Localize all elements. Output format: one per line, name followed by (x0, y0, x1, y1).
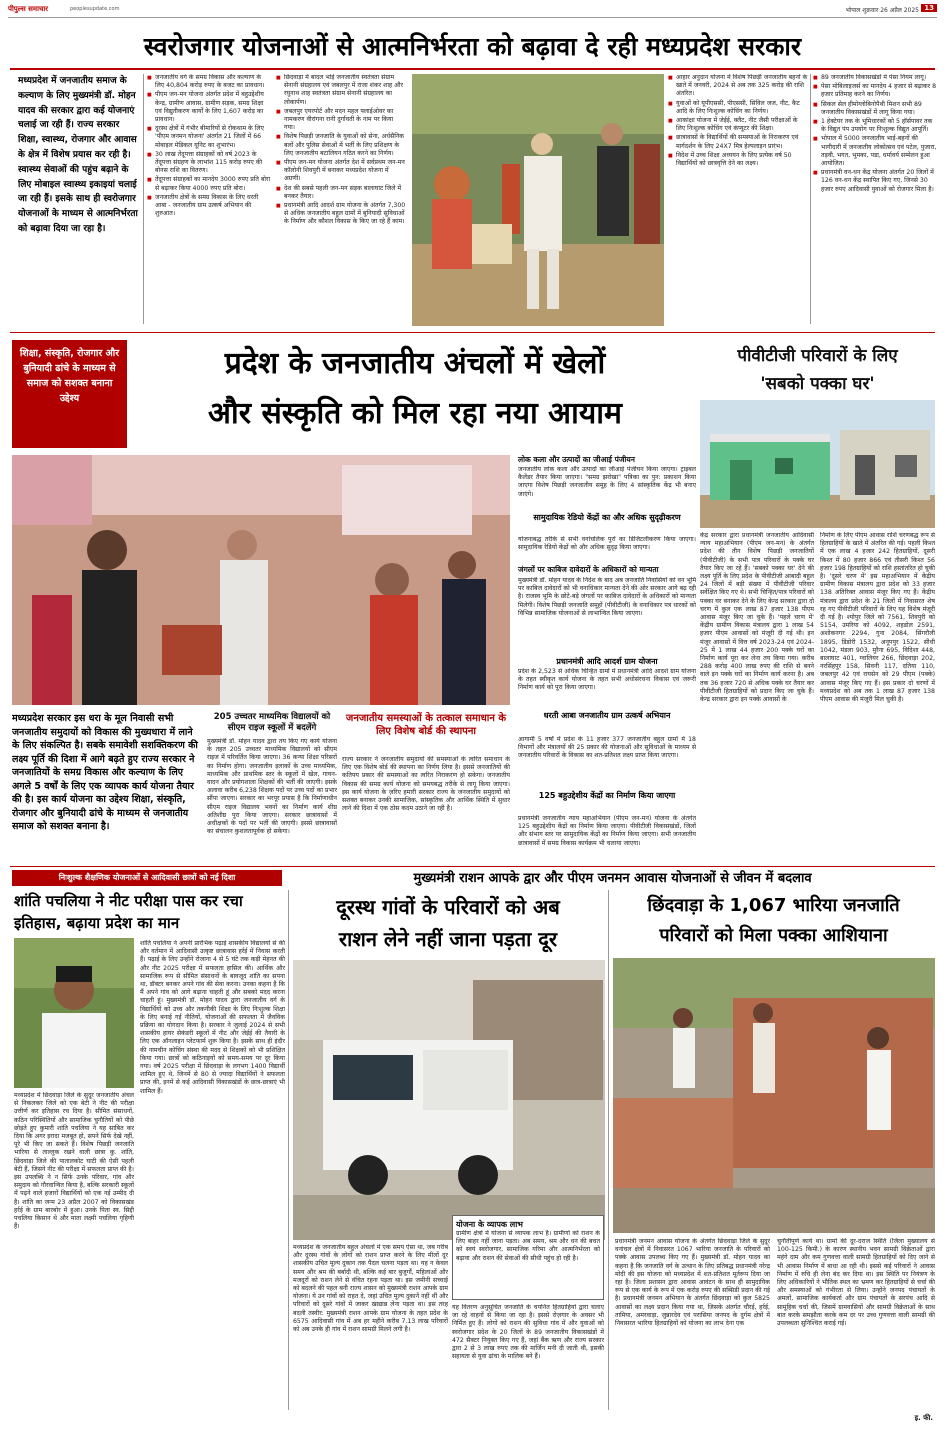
middle-headline-1: प्रदेश के जनजातीय अंचलों में खेलों (224, 346, 606, 381)
top-col3 (276, 74, 406, 324)
pvtg-col1: केंद्र सरकार द्वारा प्रधानमंत्री जनजातीय आदिवासी न्याय महाअभियान (पीएम जन-मन) के अंतर्गत प्रदेश की तीन विशेष पिछड़ी जनजातियों (पीवीटीजी) के सभी पात्र परिवारों के पक्के घर तैयार किए जा रहे हैं। 'सबको पक्का घर' देने की लक्ष्य पूर्ति के लिए प्रदेश के पीवीटीजी आबादी बहुल 24 जिलों में बड़ी संख्या में पीवीटीजी परिवार सर्वेक्षित किए गए थे। सभी चिन्हित/पात्र परिवारों को पक्का घर बनाकर देने के लिए केन्द्र सरकार द्वारा दो चरण में कुल एक लाख 87 हजार 138 पीएम आवास मंजूर किए जा चुके हैं। 'पहले चरण में' केंद्रीय ग्रामीण विकास मंत्रालय द्वारा 1 लाख 54 हजार पीएम आवासों को मंजूरी दी गई थी। इन मंजूर आवासों में वित्त वर्ष 2023-24 एवं 2024-25 में 1 लाख 44 हजार 200 पक्के घरों का निर्माण कार्य पूरा कर लेना तय किया गया। करीब 288 करोड़ 400 लाख रुपए की राशि से बनने वाले इन पक्के घरों का निर्माण कार्य करना है। अब तक 36 हजार 720 से अधिक पक्के घर तैयार कर पीवीटीजी हितग्राहियों को प्रदान किए जा चुके हैं। केन्द्र सरकार द्वारा इन पक्के आवासों के (700, 532, 814, 704)
photo-bharia-houses (613, 958, 935, 1233)
footer-note: इ. फी. (914, 1414, 933, 1422)
masthead (8, 4, 937, 18)
bullet-item: ■ तेंदूपत्ता संग्राहकों का मानदेय 3000 रुपए प्रति बोरा से बढ़ाकर किया 4000 रुपए प्रति बोरा। (147, 176, 271, 192)
bullet-item: ■ जबलपुर एयरपोर्ट और मदन महल फ्लाईओवर का नामकरण वीरांगना रानी दुर्गावती के नाम पर किया गया। (276, 108, 406, 133)
bullet-item: ■ सिकल सेल हीमोग्लोबिनोपैथी मिशन सभी 89 जनजातीय विकासखंडों में लागू किया गया। (813, 101, 937, 117)
ration-body-right: यह वितरण अनुसूचित जनजाति के चयनित हितग्राहियों द्वारा चलाए जा रहे वाहनों से किया जा रहा है। इससे रोज़गार के अवसर भी निर्मित हुए हैं। लोगों को राशन की सुविधा गांव में और युवाओं को स्वरोजगार प्रदेश के 20 जिलों के 89 जनजातीय विकासखंडों में 472 सैक्टर नियुक्त किए गए हैं, जहां बैंक ऋण और राज्य सरकार द्वारा 2 से 3 लाख रुपए तक की मार्जिन मनी दी जाती थी, इसकी सहायता से युवा ढांचा के मालिक बने हैं। (452, 1304, 604, 1361)
bullet-item: ■ युवाओं को यूपीएससी, पीएससी, सिविल जज, नीट, कैट आदि के लिए निःशुल्क कोचिंग का निर्णय। (668, 100, 808, 116)
pvtg-col2: निर्माण के लिए पीएम आवास राशि चरणबद्ध रूप से हितग्राहियों के खाते में अंतरित की गई। पहली किश्त में एक लाख 4 हजार 242 हितग्राहियों, दूसरी किश्त में 80 हजार 866 एवं तीसरी किश्त 56 हजार 198 हितग्राहियों को राशि हस्तांतरित हो चुकी है। 'दूसरे चरण में' इस महाअभियान में केंद्रीय ग्रामीण विकास मंत्रालय द्वारा प्रदेश को 33 हजार 138 अतिरिक्त आवास मंजूर किए गए हैं। केंद्रीय मंत्रालय द्वारा प्रदेश के 21 जिलों में निवासरत शेष रह गए पीवीटीजी परिवारों के लिए यह विशेष मंजूरी दी गई है। श्योपुर जिले को 7561, शिवपुरी को 5154, उमरिया को 4092, शहडोल 2591, अशोकनगर 2294, गुना 2084, सिंगरौली 1895, डिंडोरी 1532, अनूपपुर 1522, सीधी 1042, मंडला 903, मुरैना 695, विदिशा 448, बालाघाट 401, ग्वालियर 266, छिंदवाड़ा 202, नरसिंहपुर 158, सिवनी 117, दतिया 110, जबलपुर 42 एवं रायसेन को 29 पीएम (पक्के) आवास मंजूर किए गए हैं। इस प्रकार दो चरणों में मध्यप्रदेश को अब तक 1 लाख 87 हजार 138 पीएम आवास की मंजूरी मिल चुकी है। (820, 532, 935, 704)
top-col2 (147, 74, 271, 324)
bullet-item: ■ 89 जनजातीय विकासखंडों में पेसा नियम लागू। (813, 74, 937, 82)
bullet-item: ■ आकांक्षा योजना में जेईई, क्लैट, नीट जैसी परीक्षाओं के लिए निःशुल्क कोचिंग एवं कंप्यूटर की शिक्षा। (668, 117, 808, 133)
board-body: राज्य सरकार ने जनजातीय समुदायों की समस्याओं के त्वरित समाधान के लिए एक विशेष बोर्ड की स्थापना का निर्णय लिया है। इससे जनजातियों की कतिपय प्रकार की समस्याओं का त्वरित निराकरण हो सकेगा। जनजातीय विकास की समग्र कार्य योजना को समयबद्ध तरीके से लागू किया जाएगा। इस कार्य योजना के ज़रिए हमारी सरकार राज्य के जनजातीय समुदायों को सशक्त बनाकर उनकी सामाजिक, सांस्कृतिक और आर्थिक स्थिति में सुधार लाने की दिशा में एक ठोस कदम उठाने जा रही है। (342, 756, 510, 813)
radio-heading: सामुदायिक रेडियो केंद्रों का और अधिक सुदृढ़ीकरण (533, 513, 681, 522)
forest-heading: जंगलों पर काबिज दावेदारों के अधिकारों को मान्यता (518, 565, 659, 574)
bullet-item: ■ विदेश में उच्च शिक्षा अध्ययन के लिए प्रत्येक वर्ष 50 विद्यार्थियों को छात्रवृत्ति देने का लक्ष्य। (668, 152, 808, 168)
top-col4 (668, 74, 808, 326)
bullet-item: ■ जनजातीय क्षेत्रों के समग्र विकास के लिए धरती आबा - जनजातीय ग्राम उत्कर्ष अभियान की शुरुआत। (147, 194, 271, 219)
photo-ration-vehicle (293, 960, 605, 1240)
top-col5 (813, 74, 937, 326)
ration-caption-heading: योजना के व्यापक लाभ (456, 1220, 523, 1229)
page-number: 13 (921, 4, 937, 12)
middle-lead: मध्यप्रदेश सरकार इस धरा के मूल निवासी सभी जनजातीय समुदायों को विकास की मुख्यधारा में लाने के लिए संकल्पित है। सबके समावेशी सशक्तिकरण की लक्ष्य पूर्ति की दिशा में आगे बढ़ते हुए राज्य सरकार ने जनजातियों के समग्र विकास और कल्याण के लिए अगले 5 वर्षों के लिए एक व्यापक कार्य योजना तैयार की है। इस कार्य योजना का उद्देश्य शिक्षा, संस्कृति, रोजगार और बुनियादी ढांचे के माध्यम से जनजातीय समाज को सशक्त बनाना है। (12, 713, 198, 832)
bullet-item: ■ प्रधानमंत्री आदि आदर्श ग्राम योजना के अंतर्गत 7,300 से अधिक जनजातीय बहुल ग्रामों में बुनियादी सुविधाओं के निर्माण और कौशल विकास के किए जा रहे हैं काम। (276, 202, 406, 227)
bullet-item: ■ प्रधानमंत्री वन-धन केंद्र योजना अंतर्गत 20 जिलों में 126 वन-धन केंद्र स्थापित किए गए, जिनसे 30 हजार रुपए आदिवासी युवाओं को रोजगार मिला है। (813, 169, 937, 194)
bullet-item: ■ देश की सबसे पहली जन-मन सड़क बालाघाट जिले में बनकर तैयार। (276, 185, 406, 201)
bullet-item: ■ आहार अनुदान योजना में विशेष पिछड़ी जनजातीय बहनों के खाते में जनवरी, 2024 से अब तक 325 करोड़ की राशि अंतरित। (668, 74, 808, 99)
gi-heading: लोक कला और उत्पादों का जीआई पंजीयन (518, 455, 635, 464)
bullet-item: ■ 30 लाख तेंदूपत्ता संग्राहकों को वर्ष 2023 के तेंदूपत्ता संग्रहण के लाभांश 115 करोड़ रुपए की बोनस राशि का वितरण। (147, 151, 271, 176)
photo-cm-cultural-event (12, 455, 510, 705)
chhindwara-body-right: चुनौतीपूर्ण कार्य था। ग्रामों की दूर-दराज स्थिति (जिला मुख्यालय से 100-125 किमी.) के कारण स्थानीय भवन सामग्री विक्रेताओं द्वारा महंगे दाम और कम गुणवत्ता वाली सामग्री हितग्राहियों को दिए जाने से भी आवास निर्माण में बाधा आ रही थी। इससे कई परिवारों ने आवास निर्माण में रुचि ही लेना बंद कर दिया था। इस स्थिति पर नियंत्रण के लिए अधिकारियों ने भौतिक स्थल का भ्रमण कर हितग्राहियों से चर्चा की और समस्याओं को गंभीरता से लिया। उन्होंने जनपद पंचायतों के अमलों, सामाजिक कार्यकर्ता और ग्राम पंचायतों के सरपंच आदि से सामूहिक चर्चा की, जिसमें ग्रामवासियों और सामग्री विक्रेताओं के साथ बात करके समझौता करके कम दर पर उच्च गुणवत्ता वाली सामग्री की उपलब्धता सुनिश्चित कराई गई। (777, 1238, 935, 1328)
chhindwara-body-left: प्रधानमंत्री जनमन आवास योजना के अंतर्गत छिंदवाड़ा जिले के सुदूर वनांचल क्षेत्रों में निवासरत 1067 भारिया जनजाति के परिवारों को पक्के आवास उपलब्ध किए गए हैं। मुख्यमंत्री डॉ. मोहन यादव का कहना है कि जनजाति वर्ग के उत्थान के लिए प्रतिबद्ध प्रधानमंत्री नरेन्द्र मोदी की इस योजना को मध्यप्रदेश में शत-प्रतिशत मूर्तरूप दिया जा रहा है। जिला प्रशासन द्वारा आवास आवंटन के साथ ही सामुदायिक रूप से एक कार्य के रूप में एक करोड़ रुपए की सब्सिडी प्रदान की गई है। प्रधानमंत्री जनमन अभियान के अंतर्गत छिंदवाड़ा को कुल 5825 आवासों का लक्ष्य प्रदान किया गया था, जिसके अंतर्गत चौरई, हर्रई, तामिया, अमरवाड़ा, जुन्नारदेव एवं परासिया जनपद के दुर्गम क्षेत्रों में निवासरत भारिया हितग्राहियों को योजना का लाभ देना एक (615, 1238, 770, 1328)
centers-heading: 125 बहुउद्देशीय केंद्रों का निर्माण किया जाएगा (538, 791, 676, 800)
ration-caption-box (452, 1215, 604, 1300)
bullet-item: ■ जनजातीय वर्ग के समग्र विकास और कल्याण के लिए 40,804 करोड़ रुपए के बजट का प्रावधान। (147, 74, 271, 90)
ration-headline-1: दूरस्थ गांवों के परिवारों को अब (336, 895, 560, 919)
pvtg-headline-1: पीवीटीजी परिवारों के लिए (737, 346, 898, 366)
red-callout-box (12, 340, 127, 448)
edu-banner (12, 870, 282, 886)
shanti-left-body: मध्यप्रदेश में छिंदवाड़ा जिले के सुदूर जनजातीय अंचल से निकलकर जिले को एक बेटी ने नीट की परीक्षा उत्तीर्ण कर इतिहास रच दिया है। सीमित संसाधनों, कठिन परिस्थितियों और सामाजिक चुनौतियों को पीछे छोड़ते हुए कुमारी शांति पचलिया ने यह साबित कर दिया कि अगर इरादा मजबूत हो, सपने सिर्फ देखे नहीं, पूरे भी किए जा सकते हैं। विशेष पिछड़ी जनजाति भारिया से ताल्लुक रखने वाली छात्रा कु. शांति, छिंदवाड़ा जिले की पातालकोट घाटी की ऐसी पहली बेटी हैं, जिसने नीट की परीक्षा में सफलता प्राप्त की है। इस उपलब्धि ने न सिर्फ उनके परिवार, गांव और समुदाय को गौरवान्वित किया है, बल्कि सरकारी स्कूलों में पढ़ने वाले हजारों विद्यार्थियों को एक नई उम्मीद दी है। शांति का जन्म 23 अप्रैल 2007 को विकासखंड हर्रई के ग्राम बारबोर में हुआ। उनके पिता स्व. सिद्दी पचलिया किसान थे और माता लक्ष्मी पचलिया गृहिणी हैं। (14, 1092, 134, 1231)
dharti-heading: धरती आबा जनजातीय ग्राम उत्कर्ष अभियान (543, 711, 671, 720)
chhindwara-headline-1: छिंदवाड़ा के 1,067 भारिया जनजाति (647, 895, 900, 916)
top-headline: स्वरोजगार योजनाओं से आत्मनिर्भरता को बढ़ावा दे रही मध्यप्रदेश सरकार (143, 32, 802, 61)
radio-body: योजनाबद्ध तरीके से सभी वनांचलिक पुरों का डिजिटलीकरण किया जाएगा। सामुदायिक रेडियो केंद्रों को और अधिक सुदृढ़ किया जाएगा। (518, 536, 696, 552)
edu-banner-text: निःशुल्क शैक्षणिक योजनाओं से आदिवासी छात्रों को नई दिशा (58, 873, 236, 882)
bullet-item: ■ दूरस्थ क्षेत्रों में गंभीर बीमारियों से रोकथाम के लिए 'पीएम जनमन योजना' अंतर्गत 21 जिलों में 66 मोबाइल मेडिकल यूनिट का शुभारंभ। (147, 125, 271, 150)
dharti-body: आगामी 5 वर्षों में प्रदेश के 11 हजार 377 जनजातीय बहुल ग्रामों में 18 विभागों और मंत्रालयों की 25 प्रकार की योजनाओं और सुविधाओं के माध्यम से जनजातीय परिवारों के विकास का शत-प्रतिशत लक्ष्य प्राप्त किया जाएगा। (518, 736, 696, 760)
bullet-item: ■ पीएम जन-मन योजना अंतर्गत प्रदेश में बहुउद्देशीय केन्द्र, ग्रामीण आवास, ग्रामीण सड़क, समग्र शिक्षा एवं विद्युतीकरण कार्यों के लिए 1,607 करोड़ का प्रावधान। (147, 91, 271, 124)
bullet-item: ■ भोपाल में 5000 जनजातीय भाई-बहनों की भागीदारी में जनजातीय लोकोत्सव एवं पटेल, पुजारा, तड़वी, भगत, भुमका, पडा, धर्मावर्य सम्मेलन हुआ आयोजित। (813, 135, 937, 168)
ration-headline-2: राशन लेने नहीं जाना पड़ता दूर (338, 927, 558, 951)
ration-banner (290, 870, 935, 888)
paper-website: peoplesupdate.com (70, 6, 120, 12)
bullet-item: ■ छिंदवाड़ा में बादल भोई जनजातीय स्वतंत्रता संग्राम सेनानी संग्रहालय एवं जबलपुर में राजा शंकर शाह और रघुनाथ शाह स्वतंत्रता संग्राम सेनानी संग्रहालय का लोकार्पण। (276, 74, 406, 107)
bullet-item: ■ छात्रावासों के विद्यार्थियों की समस्याओं के निराकरण एवं मार्गदर्शन के लिए 24X7 मित्र हेल्पलाइन प्रारंभ। (668, 134, 808, 150)
top-intro: मध्यप्रदेश में जनजातीय समाज के कल्याण के लिए मुख्यमंत्री डॉ. मोहन यादव की सरकार द्वारा कई योजनाएं चलाई जा रही हैं। राज्य सरकार शिक्षा, स्वास्थ्य, रोजगार और आवास के क्षेत्र में विशेष प्रयास कर रही है। स्वास्थ्य सेवाओं की पहुंच बढ़ाने के लिए मोबाइल स्वास्थ्य इकाइयां चलाई जा रही हैं। इसके साथ ही स्वरोजगार योजनाओं के माध्यम से आत्मनिर्भरता को बढ़ावा दिया जा रहा है। (18, 76, 138, 234)
photo-pm-tribal-dance (412, 74, 664, 326)
bullet-item: ■ विशेष पिछड़ी जनजाति के युवाओं को सेना, अर्धसैनिक बलों और पुलिस सेवाओं में भर्ती के लिए प्रशिक्षण के लिए जनजातीय बटालियन गठित करने का निर्णय। (276, 133, 406, 158)
shanti-headline: शांति पचलिया ने नीट परीक्षा पास कर रचा इतिहास, बढ़ाया प्रदेश का मान (14, 892, 243, 932)
centers-body: प्रधानमंत्री जनजातीय न्याय महाअभियान (पीएम जन-मन) योजना के अंतर्गत 125 बहुउद्देशीय केंद्रों का निर्माण किया जाएगा। पीवीटीजी विकासखंडों, जिलों और संभाग स्तर पर सामुदायिक केंद्रों का निर्माण किया जाएगा। सभी जनजातीय छात्रावासों में समग्र विकास कार्यक्रम भी चलाया जाएगा। (518, 815, 696, 847)
ration-banner-text: मुख्यमंत्री राशन आपके द्वार और पीएम जनमन आवास योजनाओं से जीवन में बदलाव (413, 871, 812, 886)
bullet-item: ■ 1 हेक्टेयर तक के भूमिधारकों को 5 हॉर्सपावर तक के विद्युत पंप उपयोग पर निःशुल्क विद्युत आपूर्ति। (813, 118, 937, 134)
schools-body: मुख्यमंत्री डॉ. मोहन यादव द्वारा तय किए गए कार्य योजना के तहत 205 उच्चतर माध्यमिक विद्यालयों को सीएम राइज में परिवर्तित किया जाएगा। 36 कन्या शिक्षा परिसरों का निर्माण होगा। जनजातीय इलाकों के उच्च माध्यमिक, माध्यमिक और प्राथमिक स्तर के स्कूलों में खेल, गायन-वादन और प्रयोगशाला शिक्षकों की भर्ती की जाएगी। इसके अलावा करीब 6,238 शिक्षक पदों पर उच्च पदों का प्रभार सौंपा जाएगा। सरकार का भरपूर प्रयास है कि निर्माणाधीन सीएम राइज विद्यालय भवनों का निर्माण कार्य शीघ्र अतिशीघ्र पूरा किया जाएगा। सरकार छात्रावासों में अधीक्षकों के पदों पर भर्ती की जाएगी। इससे छात्रावासों का संचालन कुशलतापूर्वक हो सकेगा। (207, 738, 337, 836)
pvtg-headline-2: 'सबको पक्का घर' (760, 374, 875, 394)
schools-heading: 205 उच्चतर माध्यमिक विद्यालयों को सीएम राइज स्कूलों में बदलेंगे (213, 712, 331, 733)
pm-adarsh-body: प्रदेश के 2,523 से अधिक चिन्हित ग्रामों में प्रधानमंत्री आदि आदर्श ग्राम योजना के तहत स्वीकृत कार्य योजना के तहत सभी अधोसंरचना विकास एवं जरूरी निर्माण कार्य को पूरा किया जाएगा। (518, 668, 696, 692)
bullet-item: ■ पेसा मोबिलाइजर्स का मानदेय 4 हजार से बढ़ाकर 8 हजार प्रतिमाह करने का निर्णय। (813, 83, 937, 99)
shanti-right-body: शांति पचलिया ने अपनी प्रारंभिक पढ़ाई शासकीय विद्यालयों से की और वर्तमान में आदिवासी उत्कृष्ट छात्रावास हर्रई में निवास करती हैं। पढ़ाई के लिए उन्होंने रोजाना 4 से 5 घंटे तक कड़ी मेहनत की और नीट 2025 परीक्षा में सफलता हासिल की। आर्थिक और सामाजिक रूप से सीमित संसाधनों के बावजूद शांति का सपना था, डॉक्टर बनकर अपने गांव की सेवा करना। उनका कहना है कि मैं अपने गांव को आगे बढ़ाना चाहती हूं और सबको मदद करना चाहती हूं। मुख्यमंत्री डॉ. मोहन यादव द्वारा जनजातीय वर्ग के विद्यार्थियों को उच्च और तकनीकी शिक्षा के लिए निःशुल्क शिक्षा के लिए बनाई गई नीतियों, योजनाओं की सफलता में जैवविक प्रक्रिया का योगदान किया है। सरकार ने जुलाई 2024 से सभी शासकीय हायर सेकंडरी स्कूलों में नीट और जेईई की तैयारी के लिए एक ऑनलाइन प्लेटफार्म शुरू किया है। इसके साथ ही इंदौर की नामचीन कोचिंग संस्था की मदद से शिक्षकों को भी प्रशिक्षित किया गया। छात्रों को कठिनाइयों को समय-समय पर दूर किया गया। वर्ष 2025 परीक्षा में छिंदवाड़ा के लगभग 1400 विद्यार्थी शामिल हुए थे, जिनमें से 80 से ज्यादा विद्यार्थियों ने सफलता प्राप्त की, इनमें से कई आदिवासी विकासखंडों के छात्र-छात्राएं भी शामिल हैं। (140, 940, 285, 1095)
board-heading: जनजातीय समस्याओं के तत्काल समाधान के लिए विशेष बोर्ड की स्थापना (345, 713, 507, 737)
bullet-item: ■ पीएम जन-मन योजना अंतर्गत देश में सर्वप्रथम जन-मन कॉलोनी शिवपुरी में बनाकर मध्यप्रदेश योजना में अग्रणी। (276, 159, 406, 184)
ration-body-left: मध्यप्रदेश के जनजातीय बहुल अंचलों में एक समय ऐसा था, जब गरीब और दूरस्थ गांवों के लोगों को राशन प्राप्त करने के लिए मीलों दूर शासकीय उचित मूल्य दुकान तक पैदल चलना पड़ता था। यह न केवल समय और श्रम की बर्बादी थी, बल्कि कई बार बुजुर्गों, महिलाओं और मजदूरों को राशन लेने से वंचित रहना पड़ता था। इस जमीनी सच्चाई को बदलने की पहल बनी राज्य शासन को मुख्यमंत्री राशन आपके ग्राम योजना। ये उन गांवों को राहत दे, जहां उचित मूल्य दुकानें नहीं थीं और परिवारों को दूसरे गांवों में जाकर खाद्यान्न लेना पड़ता था। इस तरह बदली तस्वीर: मुख्यमंत्री राशन आपके ग्राम योजना के तहत प्रदेश के 6575 आदिवासी गांव में अब हर महीने करीब 7.13 लाख परिवारों को अब उनके ही गांव में राशन सामग्री मिलने लगी है। (293, 1244, 448, 1334)
red-callout-text: शिक्षा, संस्कृति, रोजगार और बुनियादी ढांचे के माध्यम से समाज को सशक्त बनाना उद्देश्य (19, 348, 120, 404)
paper-logo: पीपुल्स समाचार (8, 5, 49, 13)
middle-headline-2: और संस्कृति को मिल रहा नया आयाम (208, 396, 622, 431)
photo-shanti-pachaliya (14, 938, 134, 1088)
dateline: भोपाल शुक्रवार 26 अप्रैल 2025 (845, 7, 919, 14)
photo-pvtg-houses (700, 400, 935, 528)
gi-body: जनजातीय लोक कला और उत्पादों का जीआई पंजीयन किया जाएगा। ट्राइबल कैलेंडर तैयार किया जाएगा। "समग्र झरोखा" पत्रिका का पुन: प्रकाशन किया जाएगा विशेष पिछड़ी जनजातीय समूह के लिए 4 सांस्कृतिक केंद्र भी बनाए जाएंगे। (518, 466, 696, 498)
pm-adarsh-heading: प्रधानमंत्री आदि आदर्श ग्राम योजना (556, 657, 658, 666)
forest-body: मुख्यमंत्री डॉ. मोहन यादव के निर्देश के बाद अब जनजाति निवासियों को वन भूमि पर काबिज दावेदारों को भी वनाधिकार मान्यता देने की ओर सरकार आगे बढ़ रही है। राजस्व भूमि के छोटे-बड़े जंगलों पर काबिज दावेदारों के अधिकारों को मान्यता मिलेगी। विशेष पिछड़ी जनजाति समूहों (पीवीटीजी) के वनाधिकार पत्र धारकों को विभिन्न सामाजिक योजनाओं से लाभान्वित किया जाएगा। (518, 577, 696, 617)
chhindwara-headline-2: परिवारों को मिला पक्का आशियाना (659, 925, 888, 946)
ration-caption-body: ग्रामीण क्षेत्रों में योजना से व्यापक लाभ है। ग्रामीणों को राशन के लिए बाहर नहीं जाना पड़ता। अब समय, श्रम और धन की बचत को स्वयं स्वरोजगार, सामाजिक गरिमा और आत्मनिर्भरता को बढ़ावा और राशन की सेवाओं की सीधी पहुंच हो रही है। (456, 1230, 600, 1262)
